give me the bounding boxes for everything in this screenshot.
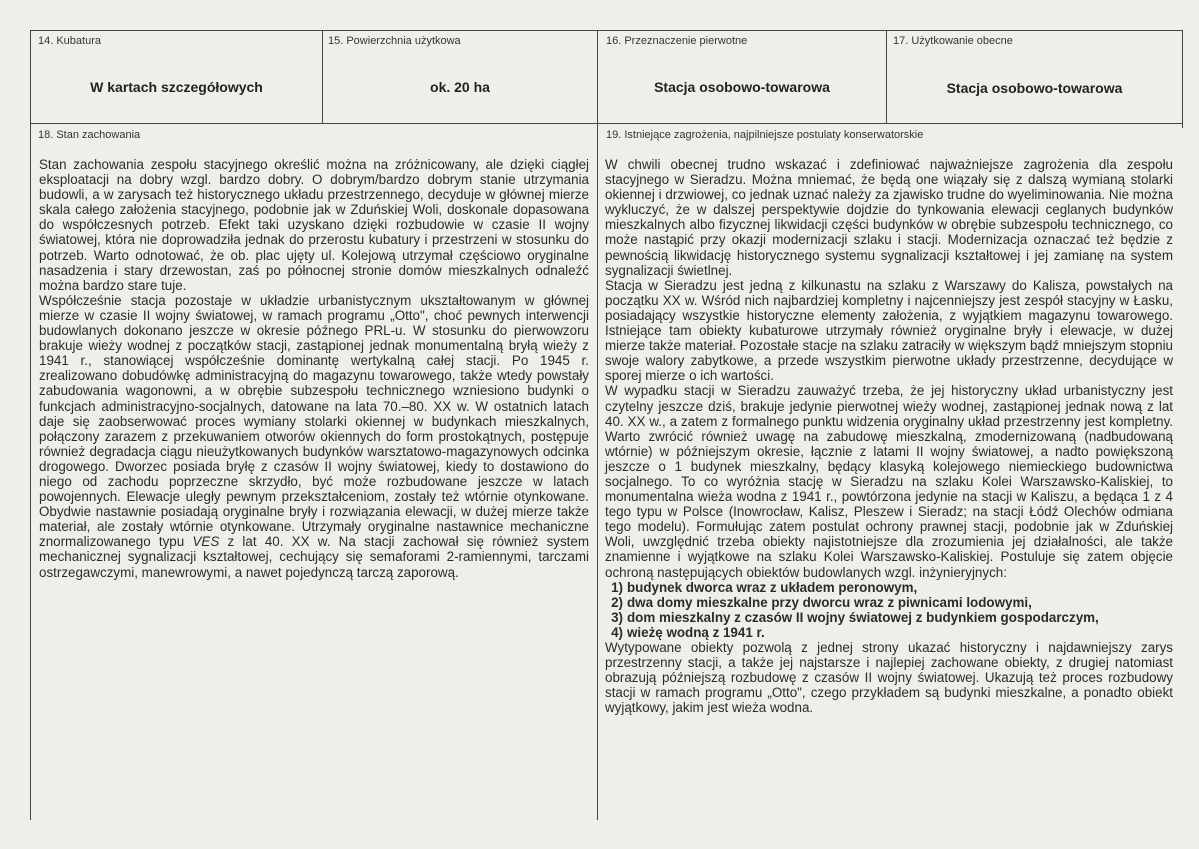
col-divider-2 [597, 30, 598, 820]
list-item-text: dwa domy mieszkalne przy dworcu wraz z piwnicami lodowymi, [627, 594, 1032, 610]
przeznaczenie-label: 16. Przeznaczenie pierwotne [606, 35, 748, 47]
zagrozenia-text [605, 157, 1173, 715]
top-border [30, 30, 1182, 31]
kubatura-label: 14. Kubatura [38, 35, 101, 47]
powierzchnia-label: 15. Powierzchnia użytkowa [328, 35, 461, 47]
zagrozenia-paragraph-3: W wypadku stacji w Sieradzu zauważyć trzeba, że jej historyczny układ urbanistyczny jest czytelny jeszcze dziś, brakuje jedynie pierwotnej wieży wodnej, zastąpionej jednak nową z lat 40. XX w., a zatem z formalnego punktu widzenia oryginalny układ przestrzenny jest kompletny. Warto zwrócić również uwagę na zabudowę mieszkalną, zmodernizowaną (nadbudowaną wtórnie) w późniejszym okresie, łącznie z latami II wojny światowej, a nadto powiększoną jeszcze o 1 budynek mieszkalny, będący klasyką kolejowego niemieckiego budownictwa socjalnego. To co wyróżnia stację w Sieradzu na szlaku Kolei Warszawsko-Kaliskiej, to monumentalna wieża wodna z 1941 r., powtórzona jedynie na stacji w Kaliszu, a będąca 1 z 4 tego typu w Polsce (Inowrocław, Kalisz, Pleszew i Sieradz; na stacji Łódź Olechów odmiana tego modelu). Formułując zatem postulat ochrony prawnej stacji, podobnie jak w Zduńskiej Woli, uwzględnić trzeba obiekty najistotniejsze dla zrozumienia jej działalności, ale także znamienne i wyjątkowe na szlaku Kolei Warszawsko-Kaliskiej. Postuluje się zatem objęcie ochroną następujących obiektów budowlanych wzgl. inżynieryjnych: [605, 383, 1173, 580]
list-item-number: 3) [611, 609, 623, 625]
col-divider-1 [322, 30, 323, 124]
przeznaczenie-value: Stacja osobowo-towarowa [654, 79, 830, 95]
list-item-text: dom mieszkalny z czasów II wojny światowej z budynkiem gospodarczym, [627, 609, 1099, 625]
list-item-number: 4) [611, 624, 623, 640]
zagrozenia-paragraph-2: Stacja w Sieradzu jest jedną z kilkunastu na szlaku z Warszawy do Kalisza, powstałych na początku XX w. Wśród nich najbardziej kompletny i najcenniejszy jest zespół stacyjny w Łasku, posiadający wszystkie historyczne elementy założenia, z wyjątkiem magazynu towarowego. Istniejące tam obiekty kubaturowe utrzymały również oryginalne bryły i elewacje, w dużej mierze także materiał. Pozostałe stacje na szlaku zatraciły w większym bądź mniejszym stopniu swoje walory zabytkowe, a przede wszystkim pierwotne układy przestrzenne, decydujące w sporej mierze o ich wartości. [605, 277, 1173, 384]
kubatura-value: W kartach szczegółowych [90, 79, 263, 95]
uzytkowanie-label: 17. Użytkowanie obecne [893, 35, 1013, 47]
stan-label: 18. Stan zachowania [38, 129, 141, 141]
list-item-text: budynek dworca wraz z układem peronowym, [627, 579, 918, 595]
list-item [605, 595, 1173, 610]
stan-paragraph-2-emphasis: VES [192, 534, 220, 550]
row-divider [30, 123, 1182, 124]
list-item-number: 2) [611, 594, 623, 610]
right-border [1182, 30, 1183, 128]
uzytkowanie-value: Stacja osobowo-towarowa [946, 80, 1123, 96]
col-divider-3 [886, 30, 887, 124]
zagrozenia-label: 19. Istniejące zagrożenia, najpilniejsze postulaty konserwatorskie [606, 129, 924, 141]
stan-paragraph-2-part-a: Współcześnie stacja pozostaje w układzie urbanistycznym ukształtowanym w głównej mierze w czasie II wojny światowej, w ramach programu „Otto", choć pewnych interwencji budowlanych dokonano jeszcze w okresie późnego PRL-u. W stosunku do pierwowzoru brakuje wieży wodnej z początków stacji, zastąpionej jednak monumentalną bryłą wieży z 1941 r., stanowiącej współcześnie dominantę wertykalną całej stacji. Po 1945 r. zrealizowano dobudówkę administracyjną do magazynu towarowego, także wtedy powstały zabudowania wagonowni, a w obrębie subzespołu technicznego wzniesiono budynki o funkcjach administracyjno-socjalnych, datowane na lata 70.–80. XX w. W ostatnich latach daje się zaobserwować proces wymiany stolarki okiennej w budynkach mieszkalnych, połączony zarazem z przekuwaniem otworów okiennych do form prostokątnych, postępuje również degradacja ciągu nieużytkowanych budynków warsztatowo-magazynowych odcinka drogowego. Dworzec posiada bryłę z czasów II wojny światowej, kiedy to dostawiono do niego od zachodu poprzeczne skrzydło, być może rozbudowane jeszcze w latach powojennych. Elewacje uległy pewnym przekształceniom, zostały też wtórnie otynkowane. Obydwie nastawnie posiadają oryginalne bryły i rozwiązania elewacji, w dużej mierze także materiał, ale zostały wtórnie otynkowane. Utrzymały oryginalne nastawnice mechaniczne znormalizowanego typu [39, 292, 589, 550]
stan-text [39, 157, 589, 580]
stan-paragraph-2 [39, 293, 589, 580]
stan-paragraph-1: Stan zachowania zespołu stacyjnego określić można na zróżnicowany, ale dzięki ciągłej eksploatacji na dobry wzgl. bardzo dobry. O dobrym/bardzo dobrym stanie utrzymania budowli, a w zarysach też historycznego układu przestrzennego, decyduje w głównej mierze skala całego założenia stacyjnego, podobnie jak w Zduńskiej Woli, doskonale dopasowana do współczesnych potrzeb. Efekt taki uzyskano dzięki rozbudowie w czasie II wojny światowej, która nie doprowadziła jednak do przerostu kubatury i przestrzeni w stosunku do potrzeb. Warto odnotować, że ob. plac ujęty ul. Kolejową utrzymał częściowo oryginalne nasadzenia i stary drzewostan, zaś po północnej stronie domów mieszkalnych odnaleźć można bardzo stare tuje. [39, 157, 589, 293]
protected-objects-list [605, 580, 1173, 640]
list-item-number: 1) [611, 579, 623, 595]
list-item-text: wieżę wodną z 1941 r. [627, 624, 765, 640]
stan-paragraph-2-part-b: z lat 40. XX w. Na stacji zachował się również system mechanicznej sygnalizacji kształtowej, cechujący się semaforami 2-ramiennymi, tarczami ostrzegawczymi, manewrowymi, a nawet pojedynczą tarczą zaporową. [39, 534, 589, 580]
list-item [605, 610, 1173, 625]
zagrozenia-paragraph-4: Wytypowane obiekty pozwolą z jednej strony ukazać historyczny i najdawniejszy zarys przestrzenny stacji, a także jej najstarsze i najlepiej zachowane obiekty, z drugiej natomiast obrazują późniejszą rozbudowę z czasów II wojny światowej. Ukazują też proces rozbudowy stacji w ramach programu „Otto", czego przykładem są budynki mieszkalne, a ponadto obiekt wyjątkowy, jakim jest wieża wodna. [605, 640, 1173, 716]
left-border [30, 30, 31, 820]
powierzchnia-value: ok. 20 ha [430, 79, 490, 95]
list-item [605, 580, 1173, 595]
list-item [605, 625, 1173, 640]
zagrozenia-paragraph-1: W chwili obecnej trudno wskazać i zdefiniować najważniejsze zagrożenia dla zespołu stacyjnego w Sieradzu. Można mniemać, że będą one wiązały się z dalszą wymianą stolarki okiennej i drzwiowej, co jednak uznać należy za zjawisko trudne do wyeliminowania. Nie można wykluczyć, że w dalszej perspektywie dojdzie do tynkowania elewacji ceglanych budynków mieszkalnych albo fizycznej likwidacji części budynków w obrębie subzespołu technicznego, co może nastąpić przy okazji modernizacji szlaku i stacji. Modernizacja oznaczać też będzie z pewnością likwidację historycznego systemu sygnalizacji kształtowej i jej zamianę na system sygnalizacji świetlnej. [605, 157, 1173, 278]
